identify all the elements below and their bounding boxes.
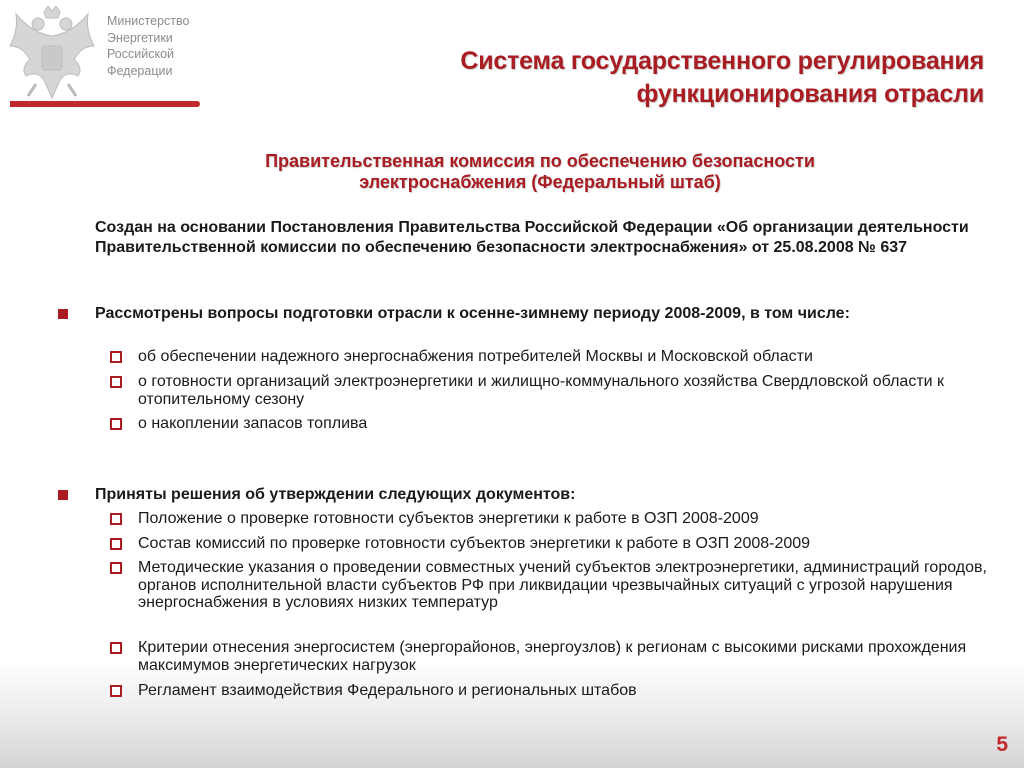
square-bullet-icon [58,490,68,500]
header-divider [10,101,200,107]
commission-title [150,151,930,193]
square-outline-bullet-icon [110,513,122,525]
section-heading: Рассмотрены вопросы подготовки отрасли к осенне-зимнему периоду 2008-2009, в том числе: [95,305,850,322]
square-outline-bullet-icon [110,642,122,654]
page-number: 5 [996,733,1008,756]
square-outline-bullet-icon [110,562,122,574]
square-outline-bullet-icon [110,376,122,388]
commission-title-line: Правительственная комиссия по обеспечению безопасности [265,151,815,171]
list-item-text: о накоплении запасов топлива [138,415,368,432]
double-headed-eagle-icon [8,6,96,102]
commission-title-line: электроснабжения (Федеральный штаб) [359,172,721,192]
list-item-text: Положение о проверке готовности субъектов энергетики к работе в ОЗП 2008-2009 [138,510,759,527]
ministry-line: Энергетики [107,30,173,45]
list-item-text: Критерии отнесения энергосистем (энергорайонов, энергоузлов) к регионам с высокими рисками прохождения максимумов энергетических нагрузок [138,639,967,674]
page-title [264,45,984,111]
section-heading: Приняты решения об утверждении следующих документов: [95,486,576,503]
ministry-name [107,13,217,79]
page-title-line: Система государственного регулирования [460,47,984,75]
square-bullet-icon [58,309,68,319]
list-item-text: о готовности организаций электроэнергетики и жилищно-коммунального хозяйства Свердловской области к отопительному сезону [138,373,945,408]
ministry-line: Министерство [107,14,190,28]
ministry-line: Федерации [107,63,173,78]
list-item-text: об обеспечении надежного энергоснабжения потребителей Москвы и Московской области [138,348,813,365]
square-outline-bullet-icon [110,351,122,363]
page-title-line: функционирования отрасли [636,80,984,108]
ministry-line: Российской [107,47,174,61]
square-outline-bullet-icon [110,685,122,697]
list-item-text: Методические указания о проведении совместных учений субъектов электроэнергетики, администраций городов, органов исполнительной власти субъектов РФ при ликвидации чрезвычайных ситуаций с угрозой нарушения энергоснабжения в условиях низких температур [138,559,987,611]
intro-text: Создан на основании Постановления Правительства Российской Федерации «Об организации деятельности Правительственной комиссии по обеспечению безопасности электроснабжения» от 25.08.2008 № 637 [95,219,969,256]
list-item-text: Регламент взаимодействия Федерального и региональных штабов [138,682,637,699]
square-outline-bullet-icon [110,538,122,550]
list-item-text: Состав комиссий по проверке готовности субъектов энергетики к работе в ОЗП 2008-2009 [138,535,811,552]
square-outline-bullet-icon [110,418,122,430]
